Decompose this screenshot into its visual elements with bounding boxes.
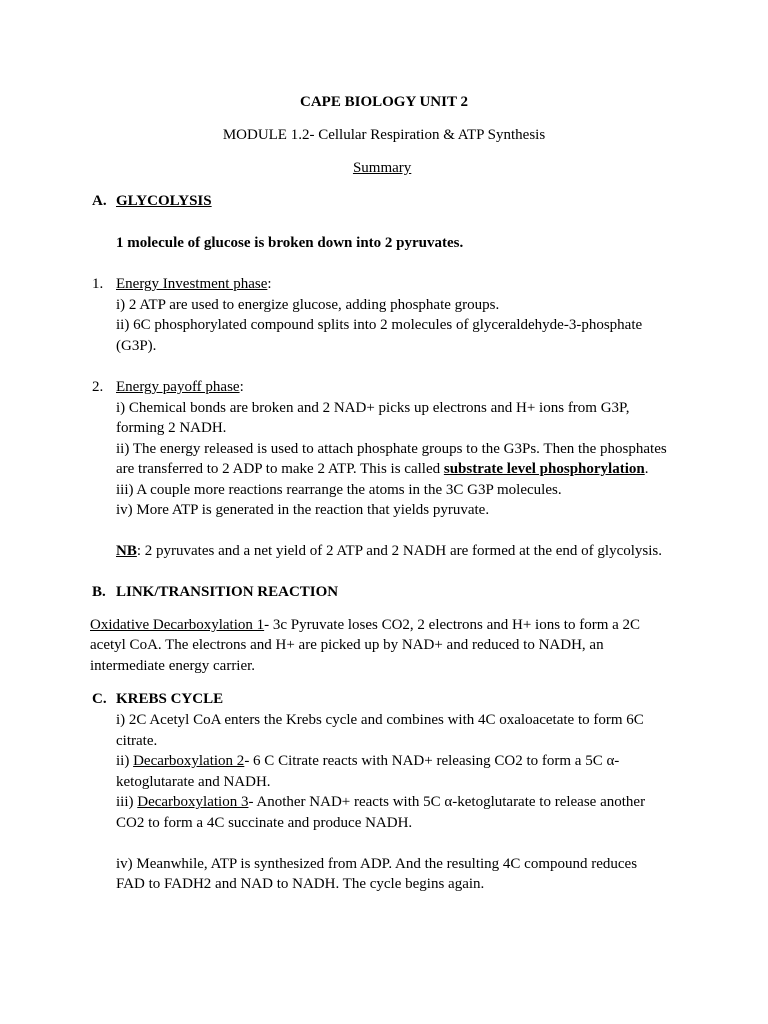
phase2-number: 2. — [92, 379, 104, 395]
section-c-heading: KREBS CYCLE — [116, 691, 224, 707]
phase2-line: ii) The energy released is used to attach phosphate groups to the G3Ps. Then the phosphates — [116, 441, 667, 457]
phase2-text: are transferred to 2 ADP to make 2 ATP. This is called — [116, 461, 444, 477]
summary-heading — [0, 158, 768, 178]
document-title: CAPE BIOLOGY UNIT 2 — [300, 94, 468, 110]
krebs-line: CO2 to form a 4C succinate and produce NADH. — [116, 815, 413, 831]
summary-label: Summary — [352, 160, 412, 176]
phase2-title: Energy payoff phase — [116, 379, 240, 395]
krebs-text: - 6 C Citrate reacts with NAD+ releasing CO2 to form a 5C α- — [244, 753, 620, 769]
phase1-number: 1. — [92, 276, 104, 292]
substrate-level-phosphorylation-term: substrate level phosphorylation — [443, 461, 645, 477]
krebs-line-decarboxylation-3 — [116, 792, 645, 812]
decarboxylation-3-term: Decarboxylation 3 — [137, 794, 249, 810]
glycolysis-statement: 1 molecule of glucose is broken down into 2 pyruvates. — [116, 235, 464, 251]
section-a-heading: GLYCOLYSIS — [116, 193, 212, 209]
link-reaction-text: - 3c Pyruvate loses CO2, 2 electrons and H+ ions to form a 2C — [264, 617, 641, 633]
nb-note — [116, 541, 662, 561]
oxidative-decarboxylation-term: Oxidative Decarboxylation 1 — [90, 617, 265, 633]
section-b-marker: B. — [92, 584, 106, 600]
decarboxylation-2-term: Decarboxylation 2 — [133, 753, 245, 769]
phase1-colon: : — [267, 276, 272, 292]
krebs-text: - Another NAD+ reacts with 5C α-ketoglutarate to release another — [248, 794, 646, 810]
section-b-heading: LINK/TRANSITION REACTION — [116, 584, 339, 600]
link-reaction-line: intermediate energy carrier. — [90, 658, 256, 674]
section-c-marker: C. — [92, 691, 107, 707]
link-reaction-line — [90, 615, 640, 635]
module-title: MODULE 1.2- Cellular Respiration & ATP Synthesis — [222, 127, 546, 143]
phase1-line: ii) 6C phosphorylated compound splits into 2 molecules of glyceraldehyde-3-phosphate — [116, 317, 643, 333]
phase2-line: forming 2 NADH. — [116, 420, 227, 436]
phase1-heading — [116, 274, 272, 294]
krebs-line: ketoglutarate and NADH. — [116, 774, 271, 790]
phase2-line: iii) A couple more reactions rearrange the atoms in the 3C G3P molecules. — [116, 482, 562, 498]
krebs-line: iv) Meanwhile, ATP is synthesized from ADP. And the resulting 4C compound reduces — [116, 856, 638, 872]
phase2-line: iv) More ATP is generated in the reaction that yields pyruvate. — [116, 502, 490, 518]
phase2-line-substrate — [116, 459, 648, 479]
phase2-heading — [116, 377, 244, 397]
krebs-text: ii) — [116, 753, 134, 769]
phase1-line: i) 2 ATP are used to energize glucose, adding phosphate groups. — [116, 297, 500, 313]
krebs-text: iii) — [116, 794, 138, 810]
krebs-line: citrate. — [116, 733, 158, 749]
phase1-title: Energy Investment phase — [116, 276, 268, 292]
nb-label: NB — [116, 543, 137, 559]
link-reaction-line: acetyl CoA. The electrons and H+ are picked up by NAD+ and reduced to NADH, an — [90, 637, 604, 653]
krebs-line: FAD to FADH2 and NAD to NADH. The cycle begins again. — [116, 876, 485, 892]
krebs-line-decarboxylation-2 — [116, 751, 619, 771]
phase1-line: (G3P). — [116, 338, 157, 354]
phase2-line: i) Chemical bonds are broken and 2 NAD+ picks up electrons and H+ ions from G3P, — [116, 400, 630, 416]
section-a-marker: A. — [92, 193, 107, 209]
phase2-period: . — [644, 461, 649, 477]
phase2-colon: : — [239, 379, 244, 395]
nb-text: : 2 pyruvates and a net yield of 2 ATP and 2 NADH are formed at the end of glycolysis. — [136, 543, 662, 559]
krebs-line: i) 2C Acetyl CoA enters the Krebs cycle and combines with 4C oxaloacetate to form 6C — [116, 712, 644, 728]
